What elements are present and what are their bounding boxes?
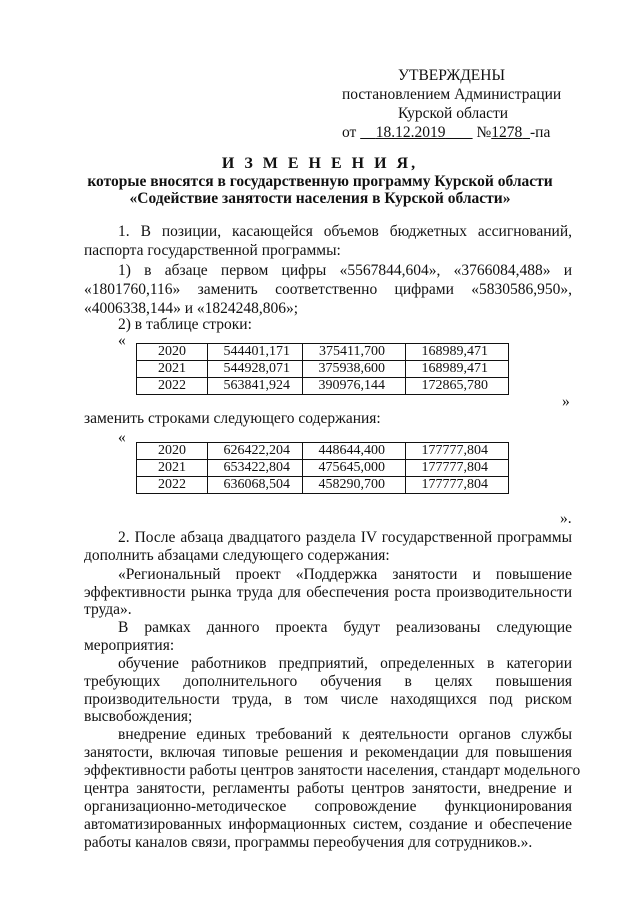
cell-federal: 375938,600: [303, 361, 406, 378]
number-prefix: №: [476, 124, 492, 141]
table-row: [137, 361, 509, 378]
text-line: высвобождения;: [84, 708, 193, 725]
paragraph: [118, 222, 572, 241]
text-line: мероприятия:: [84, 637, 175, 654]
table-row: [137, 378, 509, 395]
cell-total: 544928,071: [208, 361, 303, 378]
cell-total: 563841,924: [208, 378, 303, 395]
cell-year: 2021: [137, 460, 208, 477]
cell-year: 2020: [137, 344, 208, 361]
approval-resolution: постановлением Администрации: [342, 86, 562, 103]
number-suffix: -па: [530, 124, 551, 141]
cell-regional: 168989,471: [406, 344, 509, 361]
text-line: В рамках данного проекта будут реализованы следующие: [118, 619, 572, 636]
approval-title: УТВЕРЖДЕНЫ: [398, 67, 505, 84]
cell-total: 636068,504: [208, 477, 303, 494]
cell-total: 653422,804: [208, 460, 303, 477]
close-quote: ».: [560, 510, 572, 527]
cell-regional: 172865,780: [406, 378, 509, 395]
paragraph: [84, 779, 572, 798]
cell-total: 626422,204: [208, 443, 303, 460]
text-line: внедрение единых требований к деятельности органов службы: [118, 726, 572, 743]
text-line: эффективности рынка труда для обеспечения роста производительности: [84, 584, 572, 601]
approval-date-line: [335, 123, 561, 142]
text-line: работы каналов связи, программы переобучения для сотрудников.».: [84, 834, 533, 851]
text-line: труда».: [84, 601, 132, 618]
text-line: дополнить абзацами следующего содержания:: [84, 547, 390, 564]
text-line: автоматизированных информационных систем, создание и обеспечение: [84, 816, 572, 833]
text-line: обучение работников предприятий, определенных в категории: [118, 655, 572, 672]
cell-year: 2021: [137, 361, 208, 378]
text-line: 2. После абзаца двадцатого раздела IV государственной программы: [118, 529, 572, 546]
approval-region: Курской области: [398, 105, 509, 122]
cell-year: 2022: [137, 477, 208, 494]
table-row: [137, 344, 509, 361]
table-row: [137, 460, 509, 477]
paragraph: [118, 618, 572, 637]
text-line: «Региональный проект «Поддержка занятости и повышение: [118, 566, 572, 583]
paragraph: [84, 815, 572, 834]
document-subtitle-2: «Содействие занятости населения в Курской области»: [129, 190, 511, 207]
cell-federal: 458290,700: [303, 477, 406, 494]
text-line: паспорта государственной программы:: [84, 242, 341, 259]
cell-year: 2020: [137, 443, 208, 460]
open-quote: «: [118, 332, 126, 349]
text-line: «4006338,144» и «1824248,806»;: [84, 300, 299, 317]
text-line: заменить строками следующего содержания:: [84, 410, 381, 427]
text-line: производительности труда, в том числе находящихся под риском: [84, 691, 572, 708]
paragraph: [118, 261, 572, 280]
cell-year: 2022: [137, 378, 208, 395]
paragraph: [84, 280, 572, 299]
paragraph: [118, 528, 572, 547]
open-quote: «: [118, 429, 126, 446]
approval-block: [335, 66, 561, 142]
paragraph: [84, 672, 572, 691]
text-line: эффективности работы центров занятости населения, стандарт модельного: [84, 762, 581, 779]
cell-regional: 177777,804: [406, 460, 509, 477]
cell-total: 544401,171: [208, 344, 303, 361]
new-rows-table: [136, 442, 509, 494]
table-row: [137, 443, 509, 460]
text-line: 2) в таблице строки:: [118, 316, 252, 333]
document-subtitle-1: которые вносятся в государственную программу Курской области: [87, 173, 553, 190]
paragraph: [84, 743, 572, 762]
close-quote: »: [562, 393, 570, 410]
text-line: 1. В позиции, касающейся объемов бюджетных ассигнований,: [118, 223, 572, 240]
paragraph: [118, 654, 572, 673]
date-prefix: от: [342, 124, 357, 141]
cell-federal: 375411,700: [303, 344, 406, 361]
text-line: организационно-методическое сопровождение функционирования: [84, 798, 572, 815]
paragraph: [84, 761, 581, 780]
paragraph: [118, 565, 572, 584]
text-line: занятости, включая типовые решения и рекомендации для повышения: [84, 744, 572, 761]
text-line: 1) в абзаце первом цифры «5567844,604», «3766084,488» и: [118, 262, 572, 279]
text-line: «1801760,116» заменить соответственно цифрами «5830586,950»,: [84, 281, 572, 298]
document-title: И З М Е Н Е Н И Я,: [221, 155, 419, 172]
cell-regional: 177777,804: [406, 443, 509, 460]
cell-federal: 475645,000: [303, 460, 406, 477]
paragraph: [118, 725, 572, 744]
approval-date: 18.12.2019: [375, 124, 446, 141]
approval-number: 1278: [491, 124, 523, 141]
table-row: [137, 477, 509, 494]
cell-regional: 168989,471: [406, 361, 509, 378]
cell-federal: 448644,400: [303, 443, 406, 460]
text-line: требующих дополнительного обучения в целях повышения: [84, 673, 572, 690]
cell-regional: 177777,804: [406, 477, 509, 494]
old-rows-table: [136, 343, 509, 395]
text-line: центра занятости, регламенты работы центров занятости, внедрение и: [84, 780, 572, 797]
cell-federal: 390976,144: [303, 378, 406, 395]
paragraph: [84, 797, 572, 816]
paragraph: [84, 583, 572, 602]
